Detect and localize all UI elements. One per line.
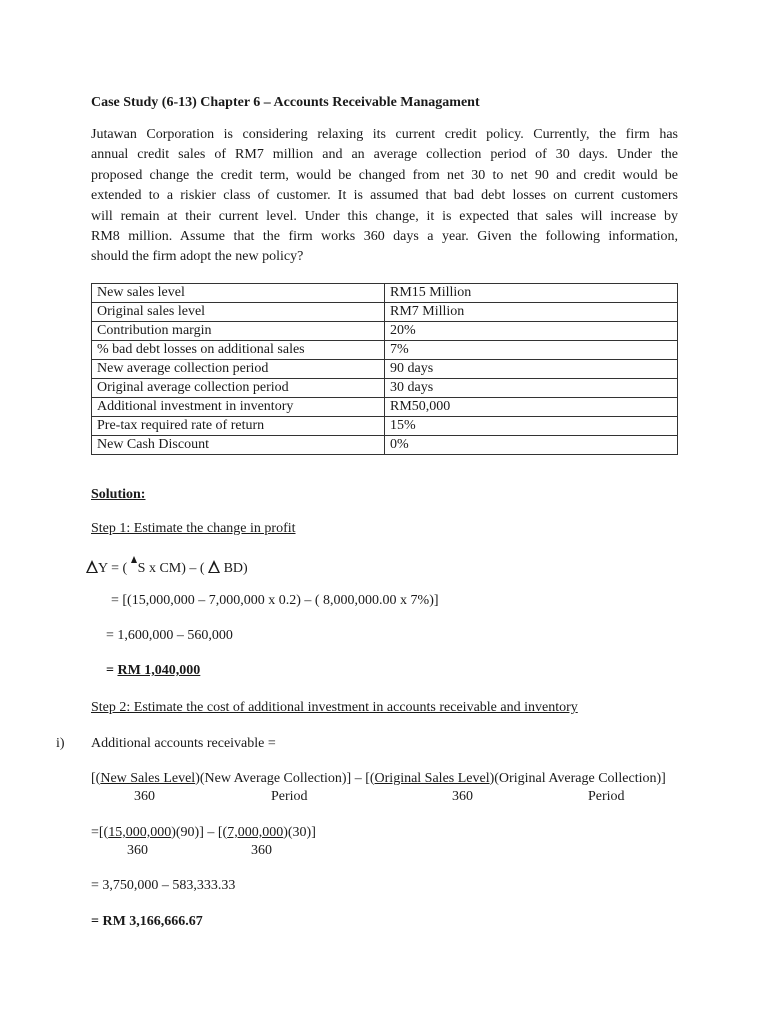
case-paragraph [91,125,678,268]
table-cell-label: New sales level [92,284,385,303]
table-cell-label: New Cash Discount [92,436,385,455]
table-cell-label: Contribution margin [92,322,385,341]
denominator: 360 [127,843,148,858]
period-label: Period [588,789,625,804]
paragraph-line: extended to a riskier class of customer. It is assumed that bad debt losses on current customers [91,188,678,204]
table-cell-label: Additional investment in inventory [92,398,385,417]
paragraph-line: will remain at their current level. Under this change, it is expected that sales will increase by [91,208,678,224]
profit-result [106,662,200,679]
new-sales-level: New Sales Level [100,771,196,786]
item-label: Additional accounts receivable = [91,736,276,751]
result-equals: = [106,663,118,678]
table-row [92,436,678,455]
info-table [91,283,678,455]
table-cell-label: % bad debt losses on additional sales [92,341,385,360]
formula-part: S x CM) – ( [137,561,205,576]
solution-heading: Solution: [91,487,146,502]
period-label: Period [271,789,308,804]
formula-part: [( [91,771,101,786]
ar-calc-2: = 3,750,000 – 583,333.33 [91,878,236,893]
table-cell-value: 15% [385,417,678,436]
profit-calc-2: = 1,600,000 – 560,000 [106,628,233,643]
table-row [92,341,678,360]
table-row [92,398,678,417]
formula-part: =[( [91,825,109,840]
ar-calc [91,824,316,841]
page-title: Case Study (6-13) Chapter 6 – Accounts Receivable Managament [91,95,480,110]
table-cell-value: 0% [385,436,678,455]
formula-part: )(Original Average Collection)] [489,771,666,786]
numerator: 15,000,000 [108,825,172,840]
numerator: 7,000,000 [227,825,284,840]
table-cell-label: Original average collection period [92,379,385,398]
ar-formula [91,770,666,787]
table-row [92,303,678,322]
profit-formula [86,556,248,577]
table-cell-label: New average collection period [92,360,385,379]
up-arrow-icon [131,556,137,563]
table-cell-value: RM7 Million [385,303,678,322]
result-value: RM 1,040,000 [117,663,201,678]
table-cell-label: Original sales level [92,303,385,322]
delta-icon [86,560,98,573]
formula-part: )(30)] [283,825,316,840]
table-cell-value: RM15 Million [385,284,678,303]
denominator: 360 [251,843,272,858]
paragraph-line: RM8 million. Assume that the firm works 360 days a year. Given the following information, [91,229,678,245]
item-number: i) [56,736,65,751]
step1-heading: Step 1: Estimate the change in profit [91,521,296,536]
table-cell-value: 20% [385,322,678,341]
table-cell-value: 30 days [385,379,678,398]
denominator: 360 [452,789,473,804]
original-sales-level: Original Sales Level [374,771,490,786]
delta-icon [208,560,220,573]
table-row [92,417,678,436]
formula-part: Y = ( [98,561,128,576]
table-cell-value: 90 days [385,360,678,379]
paragraph-line: annual credit sales of RM7 million and an average collection period of 30 days. Under the [91,147,678,163]
table-cell-value: RM50,000 [385,398,678,417]
paragraph-line: proposed change the credit term, would be changed from net 30 to net 90 and credit would be [91,167,678,183]
step2-heading: Step 2: Estimate the cost of additional investment in accounts receivable and inventory [91,700,578,715]
ar-result: = RM 3,166,666.67 [91,914,203,929]
denominator: 360 [134,789,155,804]
table-cell-value: 7% [385,341,678,360]
table-row [92,322,678,341]
formula-part: BD) [223,561,248,576]
table-cell-label: Pre-tax required rate of return [92,417,385,436]
formula-part: )(90)] – [( [171,825,228,840]
table-row [92,379,678,398]
paragraph-line: Jutawan Corporation is considering relaxing its current credit policy. Currently, the firm has [91,127,678,142]
table-row [92,284,678,303]
paragraph-line: should the firm adopt the new policy? [91,249,304,265]
formula-part: )(New Average Collection)] – [( [195,771,375,786]
profit-calc-1: = [(15,000,000 – 7,000,000 x 0.2) – ( 8,000,000.00 x 7%)] [111,593,439,608]
table-row [92,360,678,379]
